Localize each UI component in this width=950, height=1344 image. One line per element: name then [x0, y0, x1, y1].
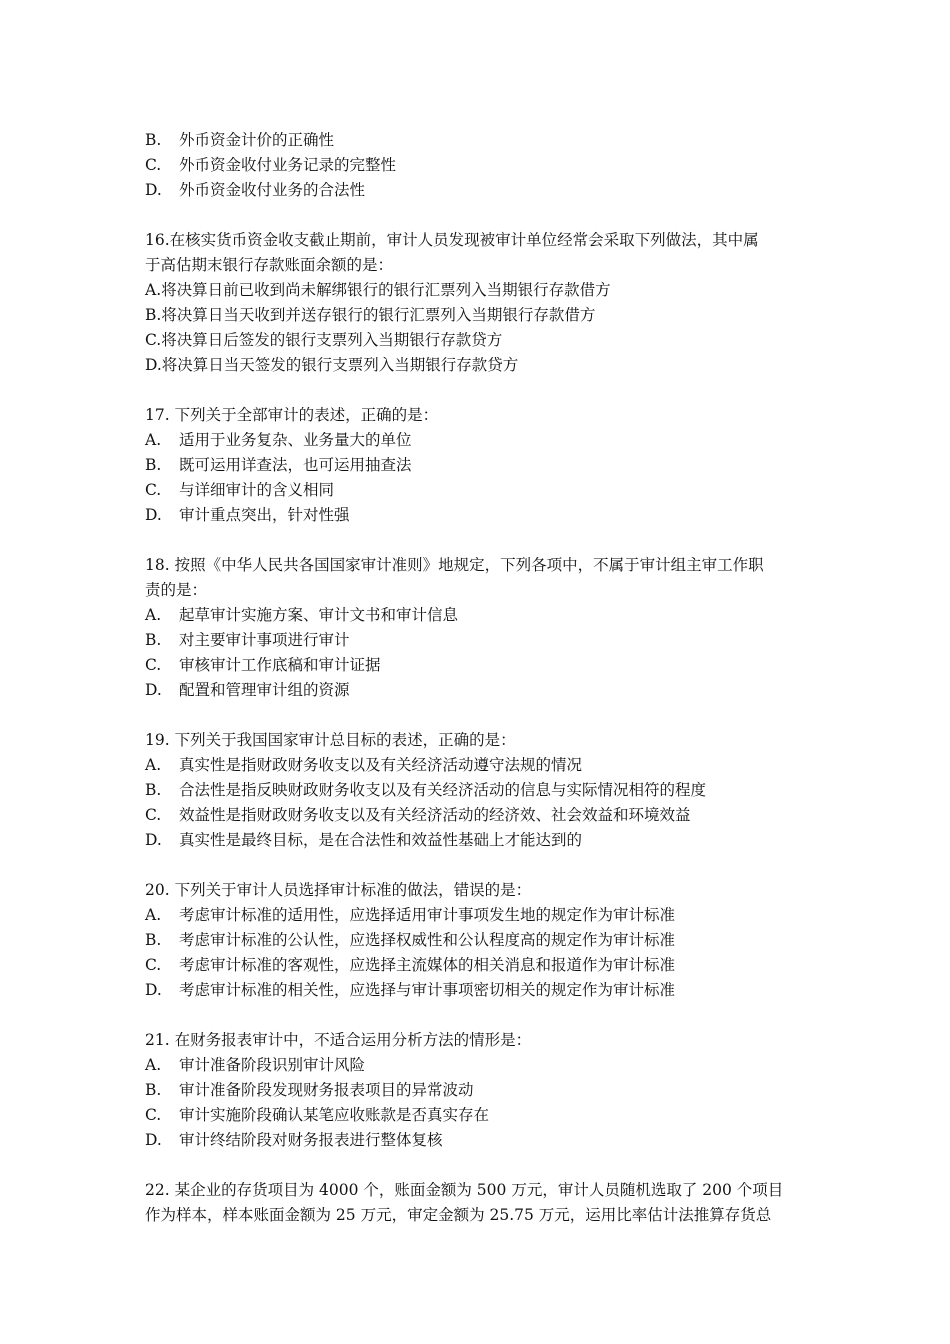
q18-stem-line2: 责的是：: [145, 581, 208, 599]
option-label: A.: [145, 1056, 162, 1074]
document-page: [145, 128, 820, 1228]
option-label: C.: [145, 956, 162, 974]
option-label: C.: [145, 1106, 162, 1124]
q16-option-a: A.将决算日前已收到尚未解绑银行的银行汇票列入当期银行存款借方: [145, 281, 611, 299]
q22-stem-line1: 22. 某企业的存货项目为 4000 个，账面金额为 500 万元，审计人员随机选取了 200 个项目: [145, 1181, 784, 1199]
option-text: 审计终结阶段对财务报表进行整体复核: [179, 1131, 443, 1149]
option-label: B.: [145, 131, 162, 149]
q22-stem-line2: 作为样本，样本账面金额为 25 万元，审定金额为 25.75 万元，运用比率估计法推算存货总: [145, 1206, 772, 1224]
option-label: C.: [145, 156, 162, 174]
q19-option-c: [145, 803, 820, 828]
option-text: 审计准备阶段发现财务报表项目的异常波动: [179, 1081, 474, 1099]
option-text: 真实性是最终目标，是在合法性和效益性基础上才能达到的: [179, 831, 583, 849]
option-text: 考虑审计标准的公认性，应选择权威性和公认程度高的规定作为审计标准: [179, 931, 676, 949]
option-label: B.: [145, 931, 162, 949]
q20-option-b: [145, 928, 820, 953]
option-text: 考虑审计标准的客观性，应选择主流媒体的相关消息和报道作为审计标准: [179, 956, 676, 974]
q15-option-c: [145, 153, 820, 178]
option-text: 真实性是指财政财务收支以及有关经济活动遵守法规的情况: [179, 756, 583, 774]
option-text: 考虑审计标准的相关性，应选择与审计事项密切相关的规定作为审计标准: [179, 981, 676, 999]
option-label: A.: [145, 906, 162, 924]
option-label: C.: [145, 656, 162, 674]
option-text: 考虑审计标准的适用性，应选择适用审计事项发生地的规定作为审计标准: [179, 906, 676, 924]
option-label: B.: [145, 631, 162, 649]
q17-stem: 17. 下列关于全部审计的表述，正确的是：: [145, 406, 439, 424]
q17-option-c: [145, 478, 820, 503]
spacer: [145, 1003, 820, 1028]
spacer: [145, 378, 820, 403]
q18-option-c: [145, 653, 820, 678]
q17-option-b: [145, 453, 820, 478]
spacer: [145, 703, 820, 728]
q15-option-b: [145, 128, 820, 153]
q21-option-a: [145, 1053, 820, 1078]
option-text: 效益性是指财政财务收支以及有关经济活动的经济效、社会效益和环境效益: [179, 806, 691, 824]
q16-option-c: C.将决算日后签发的银行支票列入当期银行存款贷方: [145, 331, 503, 349]
q18-option-a: [145, 603, 820, 628]
option-label: C.: [145, 806, 162, 824]
option-label: B.: [145, 1081, 162, 1099]
option-text: 审核审计工作底稿和审计证据: [179, 656, 381, 674]
option-label: B.: [145, 456, 162, 474]
spacer: [145, 1153, 820, 1178]
option-label: D.: [145, 506, 162, 524]
q17-option-d: [145, 503, 820, 528]
option-label: C.: [145, 481, 162, 499]
q21-option-b: [145, 1078, 820, 1103]
q20-option-c: [145, 953, 820, 978]
q15-option-d: [145, 178, 820, 203]
option-text: 合法性是指反映财政财务收支以及有关经济活动的信息与实际情况相符的程度: [179, 781, 707, 799]
q21-stem: 21. 在财务报表审计中，不适合运用分析方法的情形是：: [145, 1031, 532, 1049]
option-label: D.: [145, 181, 162, 199]
option-text: 审计准备阶段识别审计风险: [179, 1056, 366, 1074]
option-text: 与详细审计的含义相同: [179, 481, 335, 499]
q19-option-d: [145, 828, 820, 853]
option-text: 既可运用详查法，也可运用抽查法: [179, 456, 412, 474]
q16-option-b: B.将决算日当天收到并送存银行的银行汇票列入当期银行存款借方: [145, 306, 596, 324]
q18-stem-line1: 18. 按照《中华人民共各国国家审计准则》地规定，下列各项中，不属于审计组主审工作职: [145, 556, 764, 574]
q20-stem: 20. 下列关于审计人员选择审计标准的做法，错误的是：: [145, 881, 532, 899]
option-label: A.: [145, 431, 162, 449]
q17-option-a: [145, 428, 820, 453]
option-label: B.: [145, 781, 162, 799]
q21-option-c: [145, 1103, 820, 1128]
option-text: 配置和管理审计组的资源: [179, 681, 350, 699]
option-text: 外币资金收付业务记录的完整性: [179, 156, 397, 174]
spacer: [145, 203, 820, 228]
q19-option-b: [145, 778, 820, 803]
option-text: 对主要审计事项进行审计: [179, 631, 350, 649]
option-label: A.: [145, 756, 162, 774]
option-label: D.: [145, 831, 162, 849]
q16-stem-line2: 于高估期末银行存款账面余额的是：: [145, 256, 394, 274]
option-text: 审计实施阶段确认某笔应收账款是否真实存在: [179, 1106, 490, 1124]
option-label: D.: [145, 981, 162, 999]
spacer: [145, 853, 820, 878]
option-text: 外币资金收付业务的合法性: [179, 181, 366, 199]
q20-option-a: [145, 903, 820, 928]
q16-option-d: D.将决算日当天签发的银行支票列入当期银行存款贷方: [145, 356, 519, 374]
option-text: 审计重点突出，针对性强: [179, 506, 350, 524]
option-text: 外币资金计价的正确性: [179, 131, 335, 149]
option-label: D.: [145, 1131, 162, 1149]
option-label: D.: [145, 681, 162, 699]
q21-option-d: [145, 1128, 820, 1153]
q19-option-a: [145, 753, 820, 778]
option-text: 适用于业务复杂、业务量大的单位: [179, 431, 412, 449]
q18-option-d: [145, 678, 820, 703]
q19-stem: 19. 下列关于我国国家审计总目标的表述，正确的是：: [145, 731, 516, 749]
option-text: 起草审计实施方案、审计文书和审计信息: [179, 606, 459, 624]
spacer: [145, 528, 820, 553]
q18-option-b: [145, 628, 820, 653]
q20-option-d: [145, 978, 820, 1003]
option-label: A.: [145, 606, 162, 624]
q16-stem-line1: 16.在核实货币资金收支截止期前，审计人员发现被审计单位经常会采取下列做法，其中属: [145, 231, 759, 249]
